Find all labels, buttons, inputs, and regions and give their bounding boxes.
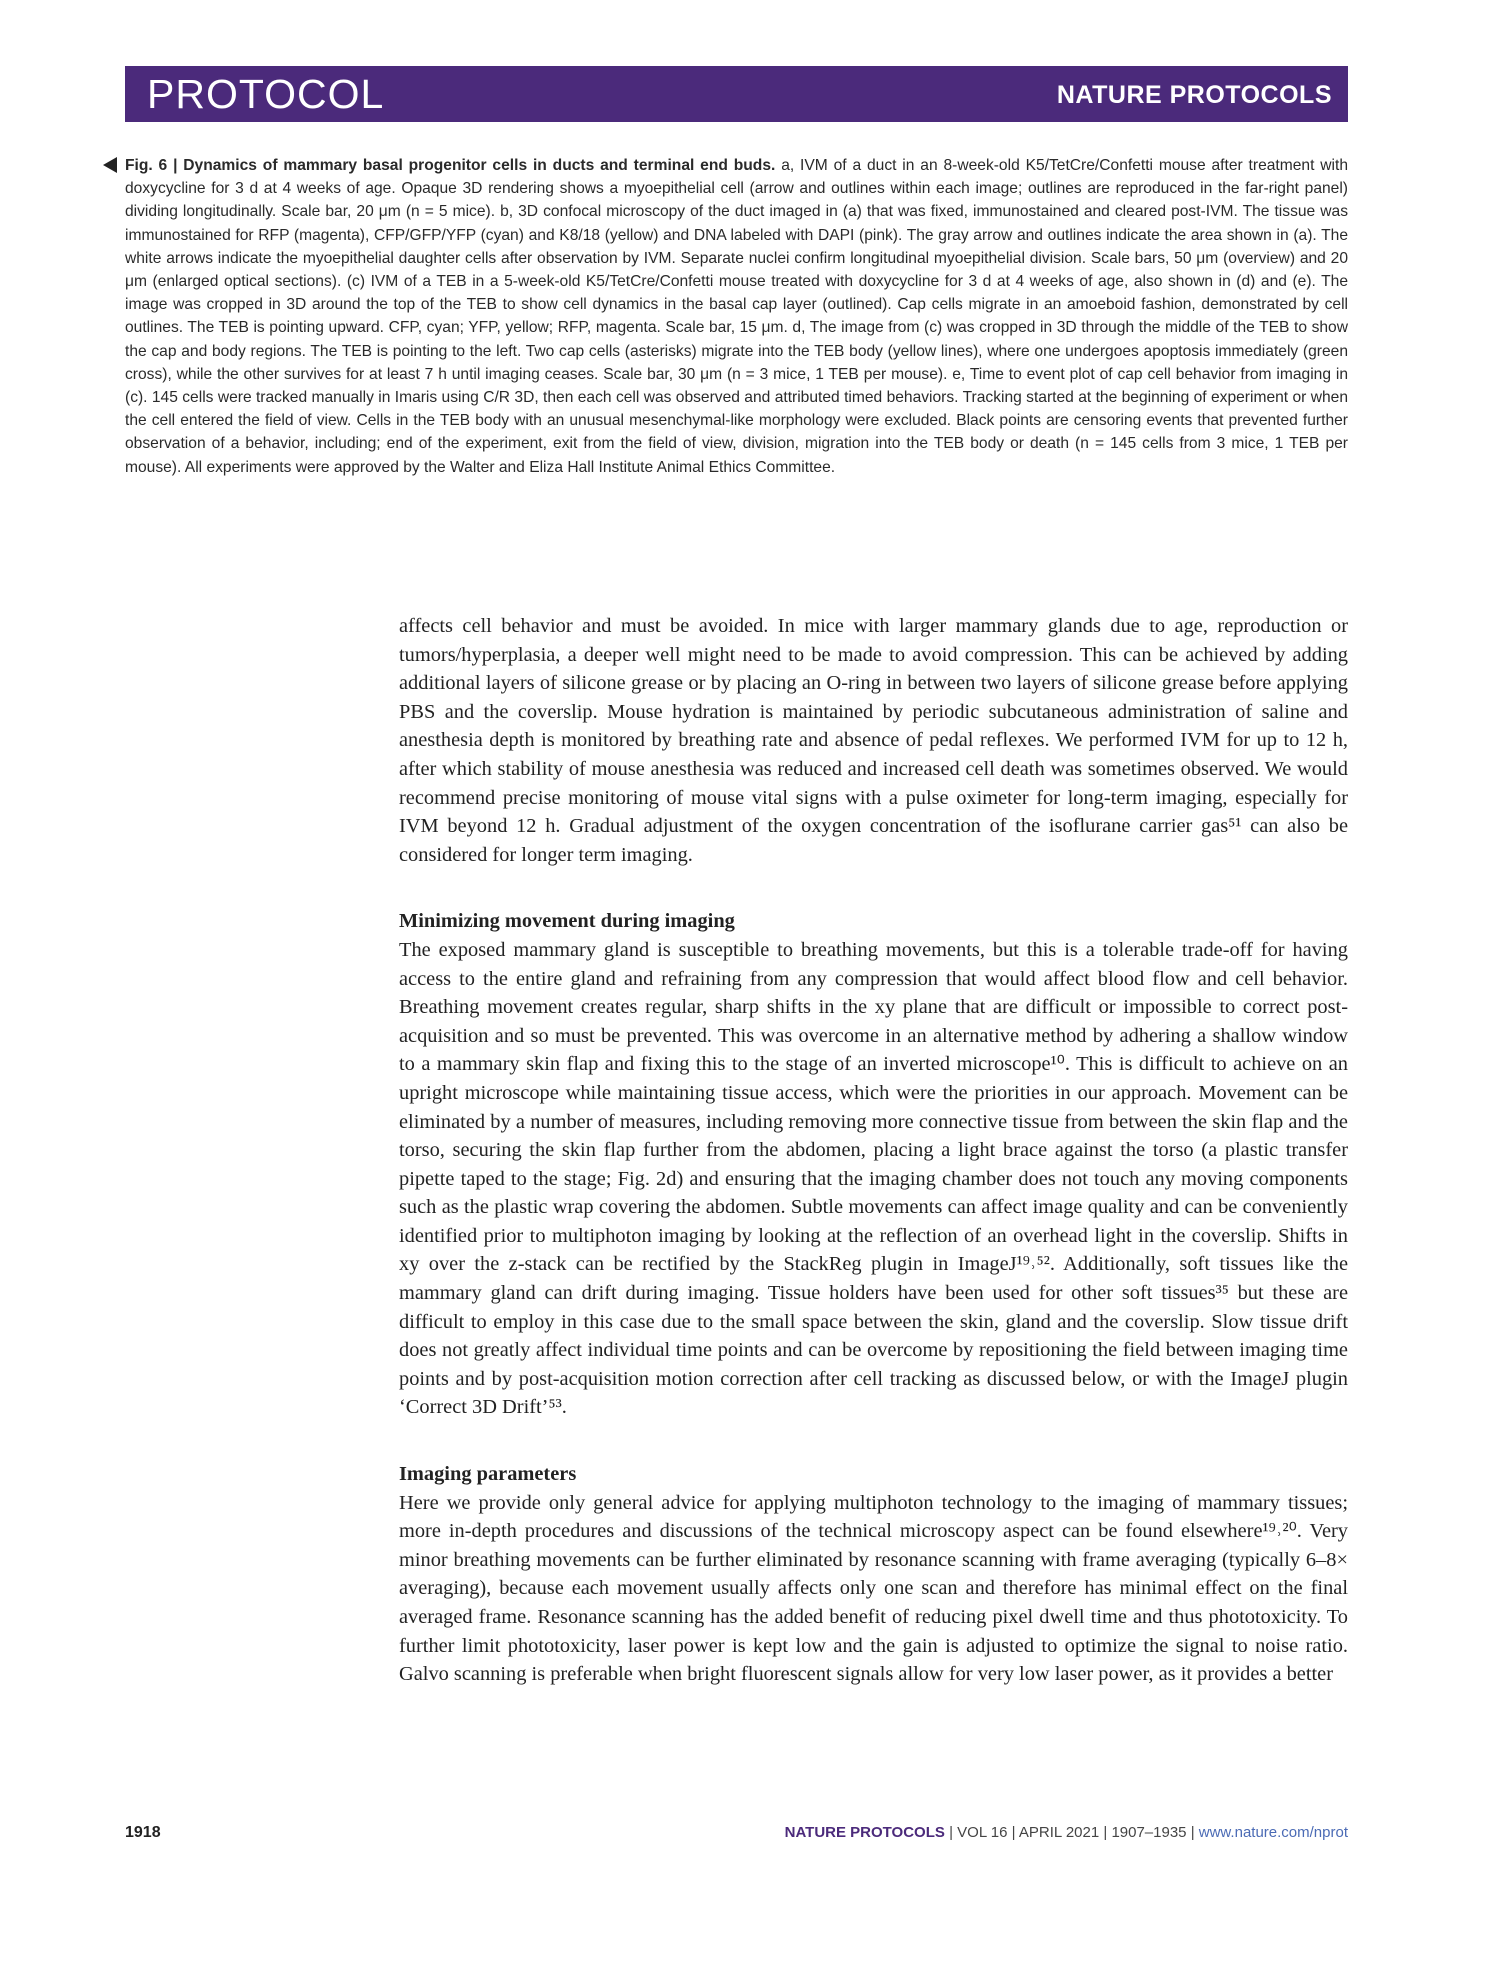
running-header <box>125 66 1348 122</box>
footer-date: APRIL 2021 <box>1018 1824 1100 1841</box>
footer-pages: 1907–1935 <box>1111 1824 1187 1841</box>
section-label: PROTOCOL <box>147 71 385 117</box>
paragraph: Here we provide only general advice for applying multiphoton technology to the imaging of mammary tissues; more in-depth procedures and discussions of the technical microscopy aspect can be found elsewhere¹⁹˒²⁰. Very minor breathing movements can be further eliminated by resonance scanning with frame averaging (typically 6–8× averaging), because each movement usually affects only one scan and therefore has minimal effect on the final averaged frame. Resonance scanning has the added benefit of reducing pixel dwell time and thus phototoxicity. To further limit phototoxicity, laser power is kept low and the gain is adjusted to optimize the signal to noise ratio. Galvo scanning is preferable when bright fluorescent signals allow for very low laser power, as it provides a better <box>399 1491 1348 1686</box>
paragraph: The exposed mammary gland is susceptible to breathing movements, but this is a tolerable trade-off for having access to the entire gland and refraining from any compression that would affect blood flow and cell behavior. Breathing movement creates regular, sharp shifts in the xy plane that are difficult or impossible to correct post-acquisition and so must be prevented. This was overcome in an alternative method by adhering a shallow window to a mammary skin flap and fixing this to the stage of an inverted microscope¹⁰. This is difficult to achieve on an upright microscope while maintaining tissue access, which were the priorities in our approach. Movement can be eliminated by a number of measures, including removing more connective tissue from between the skin flap and the torso, securing the skin flap further from the abdomen, placing a light brace against the torso (a plastic transfer pipette taped to the stage; Fig. 2d) and ensuring that the imaging chamber does not touch any moving components such as the plastic wrap covering the abdomen. Subtle movements can affect image quality and can be conveniently identified prior to multiphoton imaging by looking at the reflection of an overhead light in the coverslip. Shifts in xy over the z-stack can be rectified by the StackReg plugin in ImageJ¹⁹˒⁵². Additionally, soft tissues like the mammary gland can drift during imaging. Tissue holders have been used for other soft tissues³⁵ but these are difficult to employ in this case due to the small space between the skin, gland and the coverslip. Slow tissue drift does not greatly affect individual time points and can be overcome by repositioning the field between imaging time points and by post-acquisition motion correction after cell tracking as discussed below, or with the ImageJ plugin ‘Correct 3D Drift’⁵³. <box>399 938 1348 1419</box>
section-heading: Imaging parameters <box>399 1463 577 1486</box>
paragraph: affects cell behavior and must be avoided. In mice with larger mammary glands due to age, reproduction or tumors/hyperplasia, a deeper well might need to be made to avoid compression. This can be achieved by adding additional layers of silicone grease or by placing an O-ring in between two layers of silicone grease before applying PBS and the coverslip. Mouse hydration is maintained by periodic subcutaneous administration of saline and anesthesia depth is monitored by breathing rate and absence of pedal reflexes. We performed IVM for up to 12 h, after which stability of mouse anesthesia was reduced and increased cell death was sometimes observed. We would recommend precise monitoring of mouse vital signs with a pulse oximeter for long-term imaging, especially for IVM beyond 12 h. Gradual adjustment of the oxygen concentration of the isoflurane carrier gas⁵¹ can also be considered for longer term imaging. <box>399 615 1348 866</box>
footer-journal: NATURE PROTOCOLS <box>784 1824 945 1841</box>
caption-text: a, IVM of a duct in an 8-week-old K5/TetCre/Confetti mouse after treatment with doxycycline for 3 d at 4 weeks of age. Opaque 3D rendering shows a myoepithelial cell (arrow and outlines within each image; outlines are reproduced in the far-right panel) dividing longitudinally. Scale bar, 20 μm (n = 5 mice). b, 3D confocal microscopy of the duct imaged in (a) that was fixed, immunostained and cleared post-IVM. The tissue was immunostained for RFP (magenta), CFP/GFP/YFP (cyan) and K8/18 (yellow) and DNA labeled with DAPI (pink). The gray arrow and outlines indicate the area shown in (a). The white arrows indicate the myoepithelial daughter cells after observation by IVM. Separate nuclei confirm longitudinal myoepithelial division. Scale bars, 50 μm (overview) and 20 μm (enlarged optical sections). (c) IVM of a TEB in a 5-week-old K5/TetCre/Confetti mouse treated with doxycycline for 3 d at 4 weeks of age, also shown in (d) and (e). The image was cropped in 3D around the top of the TEB to show cell dynamics in the basal cap layer (outlined). Cap cells migrate in an amoeboid fashion, demonstrated by cell outlines. The TEB is pointing upward. CFP, cyan; YFP, yellow; RFP, magenta. Scale bar, 15 μm. d, The image from (c) was cropped in 3D through the middle of the TEB to show the cap and body regions. The TEB is pointing to the left. Two cap cells (asterisks) migrate into the TEB body (yellow lines), where one undergoes apoptosis immediately (green cross), while the other survives for at least 7 h until imaging ceases. Scale bar, 30 μm (n = 3 mice, 1 TEB per mouse). e, Time to event plot of cap cell behavior from imaging in (c). 145 cells were tracked manually in Imaris using C/R 3D, then each cell was observed and attributed timed behaviors. Tracking started at the beginning of experiment or when the cell entered the field of view. Cells in the TEB body with an unusual mesenchymal-like morphology were excluded. Black points are censoring events that prevented further observation of a behavior, including; end of the experiment, exit from the field of view, division, migration into the TEB body or death (n = 145 cells from 3 mice, 1 TEB per mouse). All experiments were approved by the Walter and Eliza Hall Institute Animal Ethics Committee. <box>125 157 1348 476</box>
journal-name: NATURE PROTOCOLS <box>1056 81 1332 109</box>
main-text <box>399 612 1348 1689</box>
figure-title: Fig. 6 | Dynamics of mammary basal progenitor cells in ducts and terminal end buds. <box>125 157 776 174</box>
section-heading: Minimizing movement during imaging <box>399 910 735 933</box>
page-number: 1918 <box>125 1824 161 1841</box>
footer-volume: VOL 16 <box>957 1824 1008 1841</box>
figure-caption <box>125 154 1348 479</box>
footer-citation: NATURE PROTOCOLS | VOL 16 | APRIL 2021 | 1907–1935 | www.nature.com/nprot <box>784 1824 1348 1841</box>
arrow-left-icon[interactable] <box>103 157 117 173</box>
journal-link[interactable]: www.nature.com/nprot <box>1198 1824 1348 1841</box>
